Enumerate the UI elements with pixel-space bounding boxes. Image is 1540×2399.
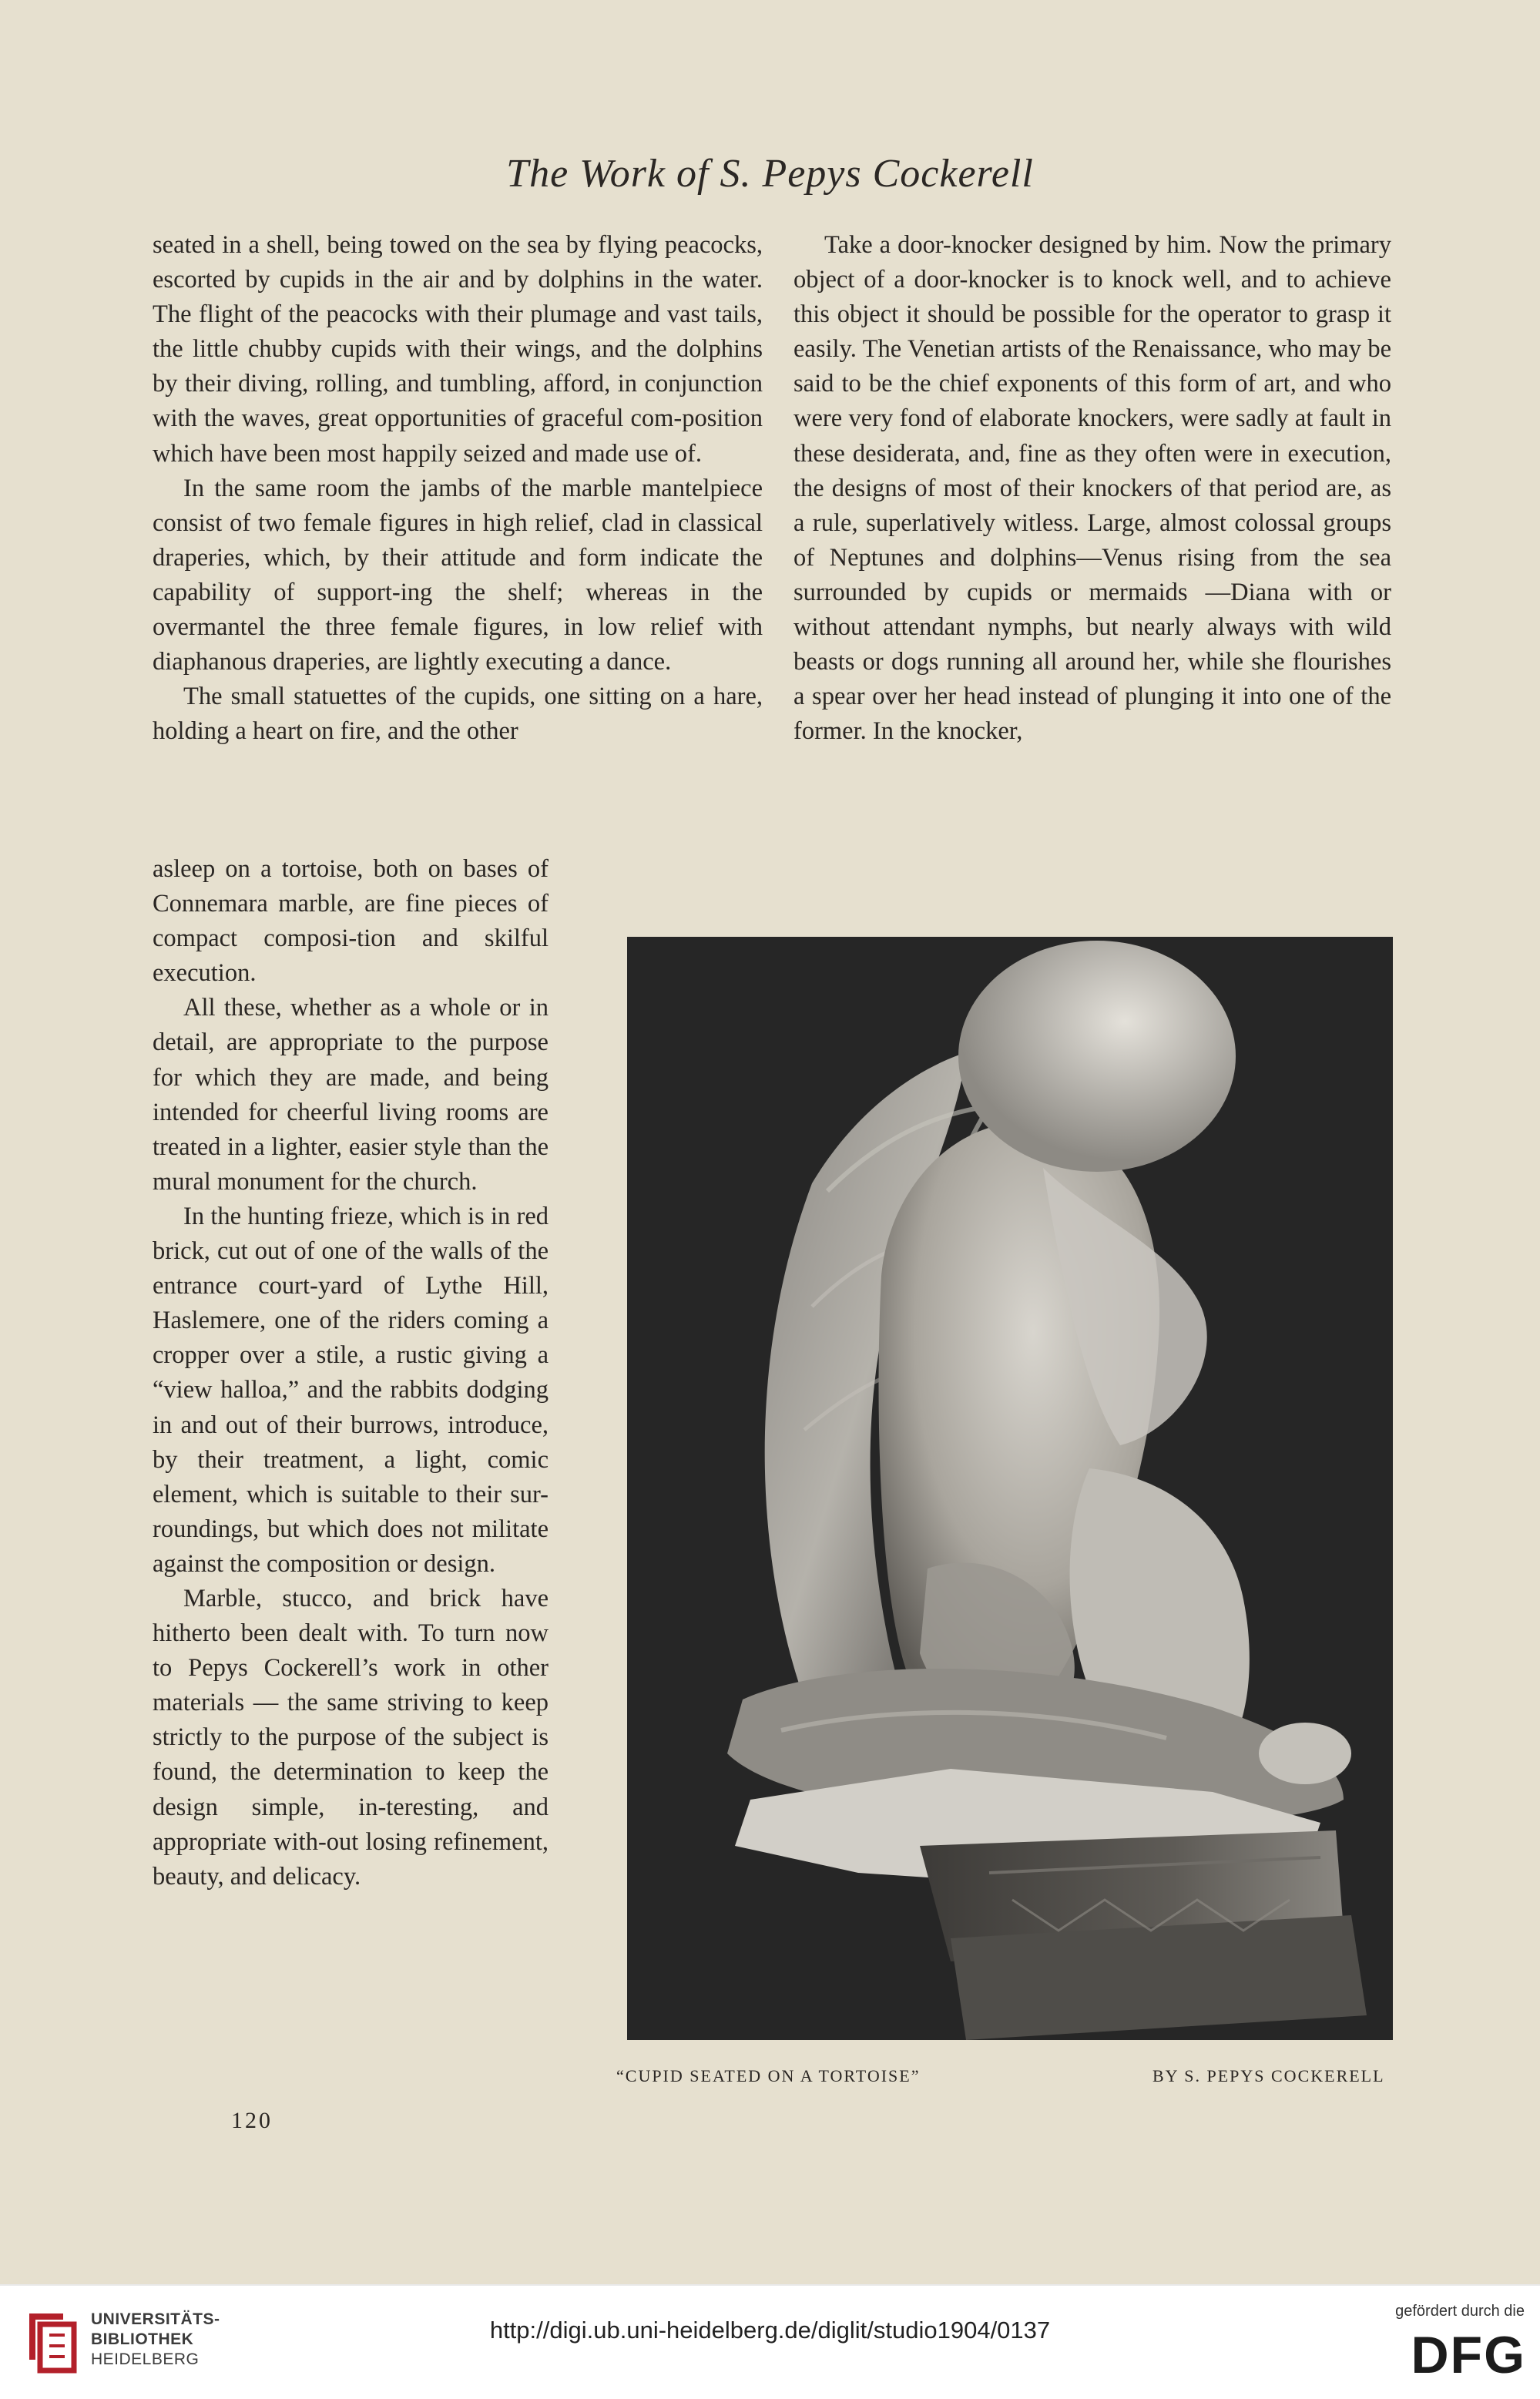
cupid-sculpture-illustration	[627, 937, 1393, 2040]
left-column-narrow	[153, 852, 549, 1894]
paragraph: In the same room the jambs of the marble mantelpiece consist of two female figures in high relief, clad in classical draperies, which, by their attitude and form indicate the capability of support-ing the shelf; whereas in the overmantel the three female figures, in low relief with diaphanous draperies, are lightly executing a dance.	[153, 474, 763, 676]
page-number: 120	[231, 2108, 273, 2133]
paragraph: Marble, stucco, and brick have hitherto been dealt with. To turn now to Pepys Cockerell’s work in other materials — the same striving to keep strictly to the purpose of the subject is found, the determination to keep the design simple, in-teresting, and appropriate with-out losing refinement, beauty, and delicacy.	[153, 1584, 549, 1891]
funding-note: gefördert durch die	[1395, 2303, 1525, 2320]
sculpture-photograph	[627, 937, 1393, 2040]
paragraph: The small statuettes of the cupids, one sitting on a hare, holding a heart on fire, and the other	[153, 683, 763, 746]
dfg-logo: DFG	[1411, 2326, 1526, 2384]
paragraph: seated in a shell, being towed on the sea by flying peacocks, escorted by cupids in the air and by dolphins in the water. The flight of the peacocks with their plumage and vast tails, the little chubby cupids with their wings, and the dolphins by their diving, rolling, and tumbling, afford, in conjunction with the waves, great opportunities of graceful com-position which have been most happily seized and made use of.	[153, 231, 763, 468]
paragraph: Take a door-knocker designed by him. Now the primary object of a door-knocker is to knock well, and to achieve this object it should be possible for the operator to grasp it easily. The Venetian artists of the Renaissance, who may be said to be the chief exponents of this form of art, and who were very fond of elaborate knockers, were sadly at fault in these desiderata, and, fine as they often were in execution, the designs of most of their knockers of that period are, as a rule, superlatively witless. Large, almost colossal groups of Neptunes and dolphins—Venus rising from the sea surrounded by cupids or mermaids —Diana with or without attendant nymphs, but nearly always with wild beasts or dogs running all around her, while she flourishes a spear over her head instead of plunging it into one of the former. In the knocker,	[793, 231, 1391, 746]
tortoise-head	[1259, 1723, 1351, 1784]
figure-caption-title: “CUPID SEATED ON A TORTOISE”	[616, 2066, 921, 2085]
source-url-link[interactable]: http://digi.ub.uni-heidelberg.de/diglit/studio1904/0137	[489, 2317, 1051, 2344]
library-name-line: BIBLIOTHEK	[91, 2330, 194, 2348]
right-column	[793, 228, 1391, 749]
digitization-footer	[0, 2284, 1540, 2399]
library-name-line: HEIDELBERG	[91, 2350, 200, 2368]
paragraph: asleep on a tortoise, both on bases of Connemara marble, are fine pieces of compact composi-tion and skilful execution.	[153, 855, 549, 988]
head-shape	[958, 941, 1236, 1172]
paragraph: In the hunting frieze, which is in red brick, cut out of one of the walls of the entrance court-yard of Lythe Hill, Haslemere, one of the riders coming a cropper over a stile, a rustic giving a “view halloa,” and the rabbits dodging in and out of their burrows, introduce, by their treatment, a light, comic element, which is suitable to their sur-roundings, but which does not militate against the composition or design.	[153, 1202, 549, 1578]
paragraph: All these, whether as a whole or in detail, are appropriate to the purpose for which they are made, and being intended for cheerful living rooms are treated in a lighter, easier style than the mural monument for the church.	[153, 994, 549, 1196]
running-title: The Work of S. Pepys Cockerell	[506, 152, 1034, 196]
left-column-top	[153, 228, 763, 749]
figure-caption-credit: BY S. PEPYS COCKERELL	[1152, 2066, 1385, 2085]
library-name-line: UNIVERSITÄTS-	[91, 2310, 220, 2328]
